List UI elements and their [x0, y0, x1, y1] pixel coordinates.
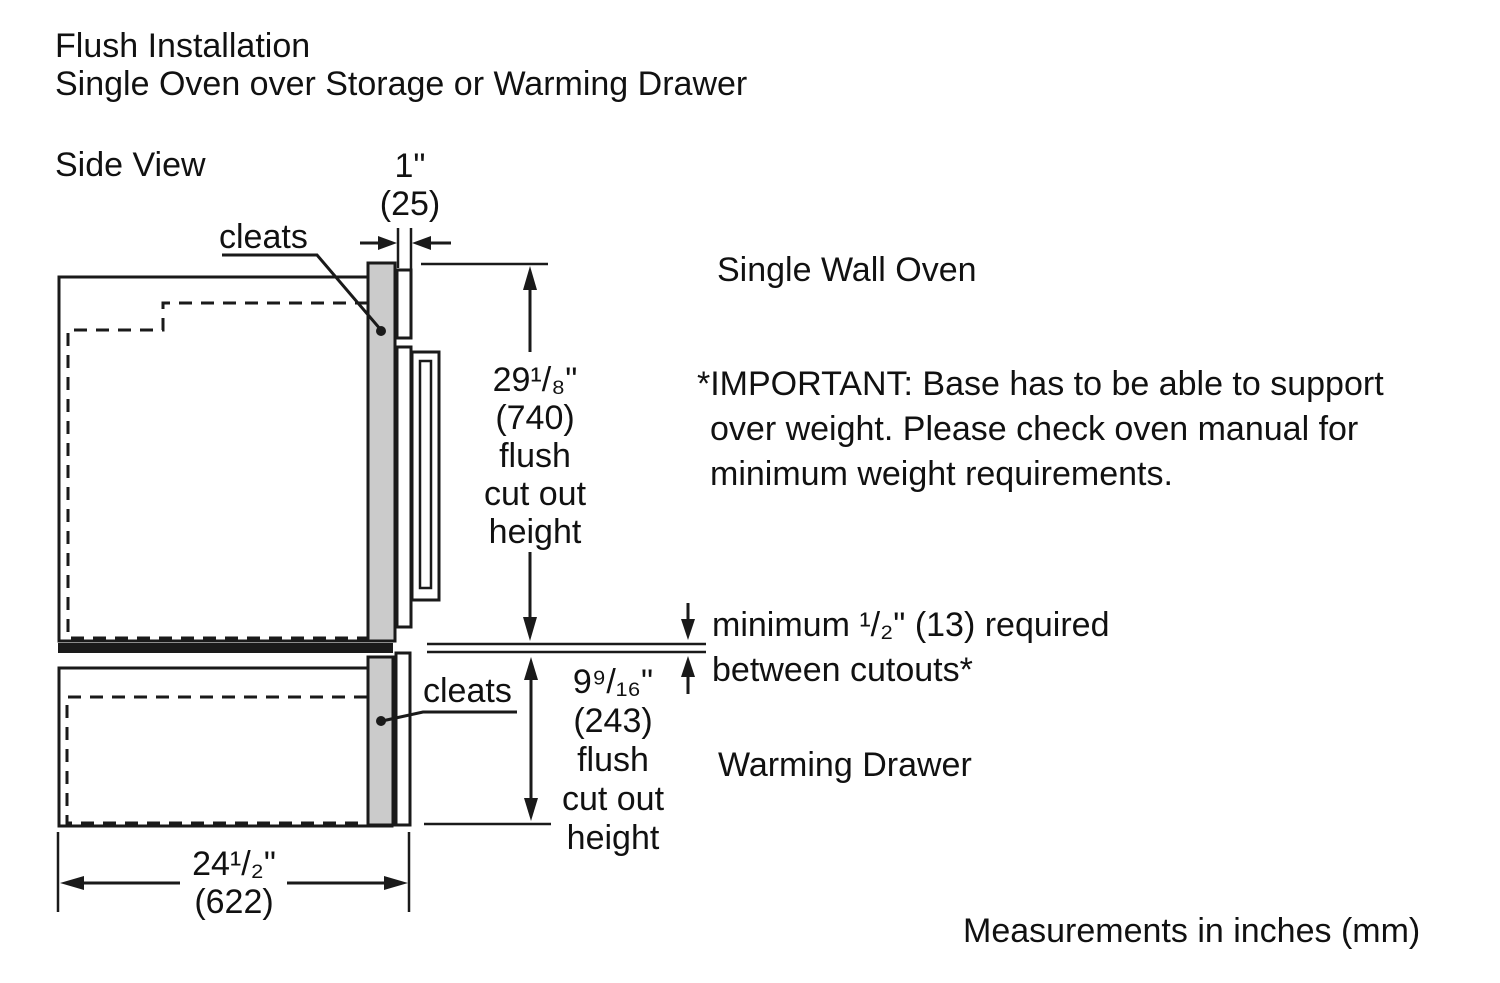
oven-cutout-desc3: height [488, 513, 582, 551]
cleats-label-top: cleats [219, 218, 308, 256]
arrow-down-icon [681, 619, 695, 640]
single-wall-oven-label: Single Wall Oven [717, 251, 977, 289]
depth-inches: 24¹/₂" [192, 845, 276, 883]
min-gap-note-line1: minimum ¹/₂" (13) required [712, 606, 1110, 644]
depth-dimension-text [134, 845, 334, 921]
page-title-line1: Flush Installation [55, 27, 311, 65]
cleat-thickness-inches: 1" [394, 147, 426, 185]
drawer-cutout-desc2: cut out [561, 780, 665, 818]
page-title-line2: Single Oven over Storage or Warming Drawer [55, 65, 748, 103]
arrow-right-icon [378, 236, 397, 250]
drawer-cutout-inches: 9⁹/₁₆" [572, 663, 654, 701]
oven-cutout-mm: (740) [495, 399, 575, 437]
oven-trim-body [397, 347, 411, 627]
depth-mm: (622) [194, 883, 274, 921]
arrow-left-icon [60, 876, 84, 890]
drawer-cutout-mm: (243) [573, 702, 653, 740]
upper-cabinet-outline [59, 277, 395, 641]
oven-cutout-dimension-text [435, 361, 635, 551]
measurements-note: Measurements in inches (mm) [963, 912, 1421, 950]
oven-cutout-inches: 29¹/₈" [492, 361, 578, 399]
min-gap-note-line2: between cutouts* [712, 651, 973, 689]
lower-cabinet-outline [59, 668, 392, 826]
cleat-thickness-mm: (25) [379, 185, 441, 223]
cutout-separator-band [58, 643, 393, 653]
cleats-label-bottom: cleats [423, 672, 512, 710]
drawer-trim [396, 653, 410, 825]
oven-cutout-desc2: cut out [483, 475, 587, 513]
arrow-down-icon [523, 617, 537, 641]
important-note-line2: over weight. Please check oven manual for [710, 410, 1359, 448]
drawer-cutout-desc1: flush [577, 741, 649, 779]
lower-cleat-strip [368, 657, 393, 825]
oven-door-inner [420, 361, 431, 588]
important-note-line3: minimum weight requirements. [710, 455, 1173, 493]
side-view-label: Side View [55, 146, 206, 184]
arrow-left-icon [412, 236, 431, 250]
important-note-line1: *IMPORTANT: Base has to be able to support [697, 365, 1384, 403]
arrow-up-icon [523, 266, 537, 290]
oven-trim-top [397, 270, 411, 338]
drawer-cutout-dimension-text [513, 663, 713, 858]
oven-cutout-desc1: flush [499, 437, 571, 475]
drawer-cutout-desc3: height [566, 819, 660, 857]
warming-drawer-label: Warming Drawer [718, 746, 972, 784]
arrow-right-icon [384, 876, 408, 890]
